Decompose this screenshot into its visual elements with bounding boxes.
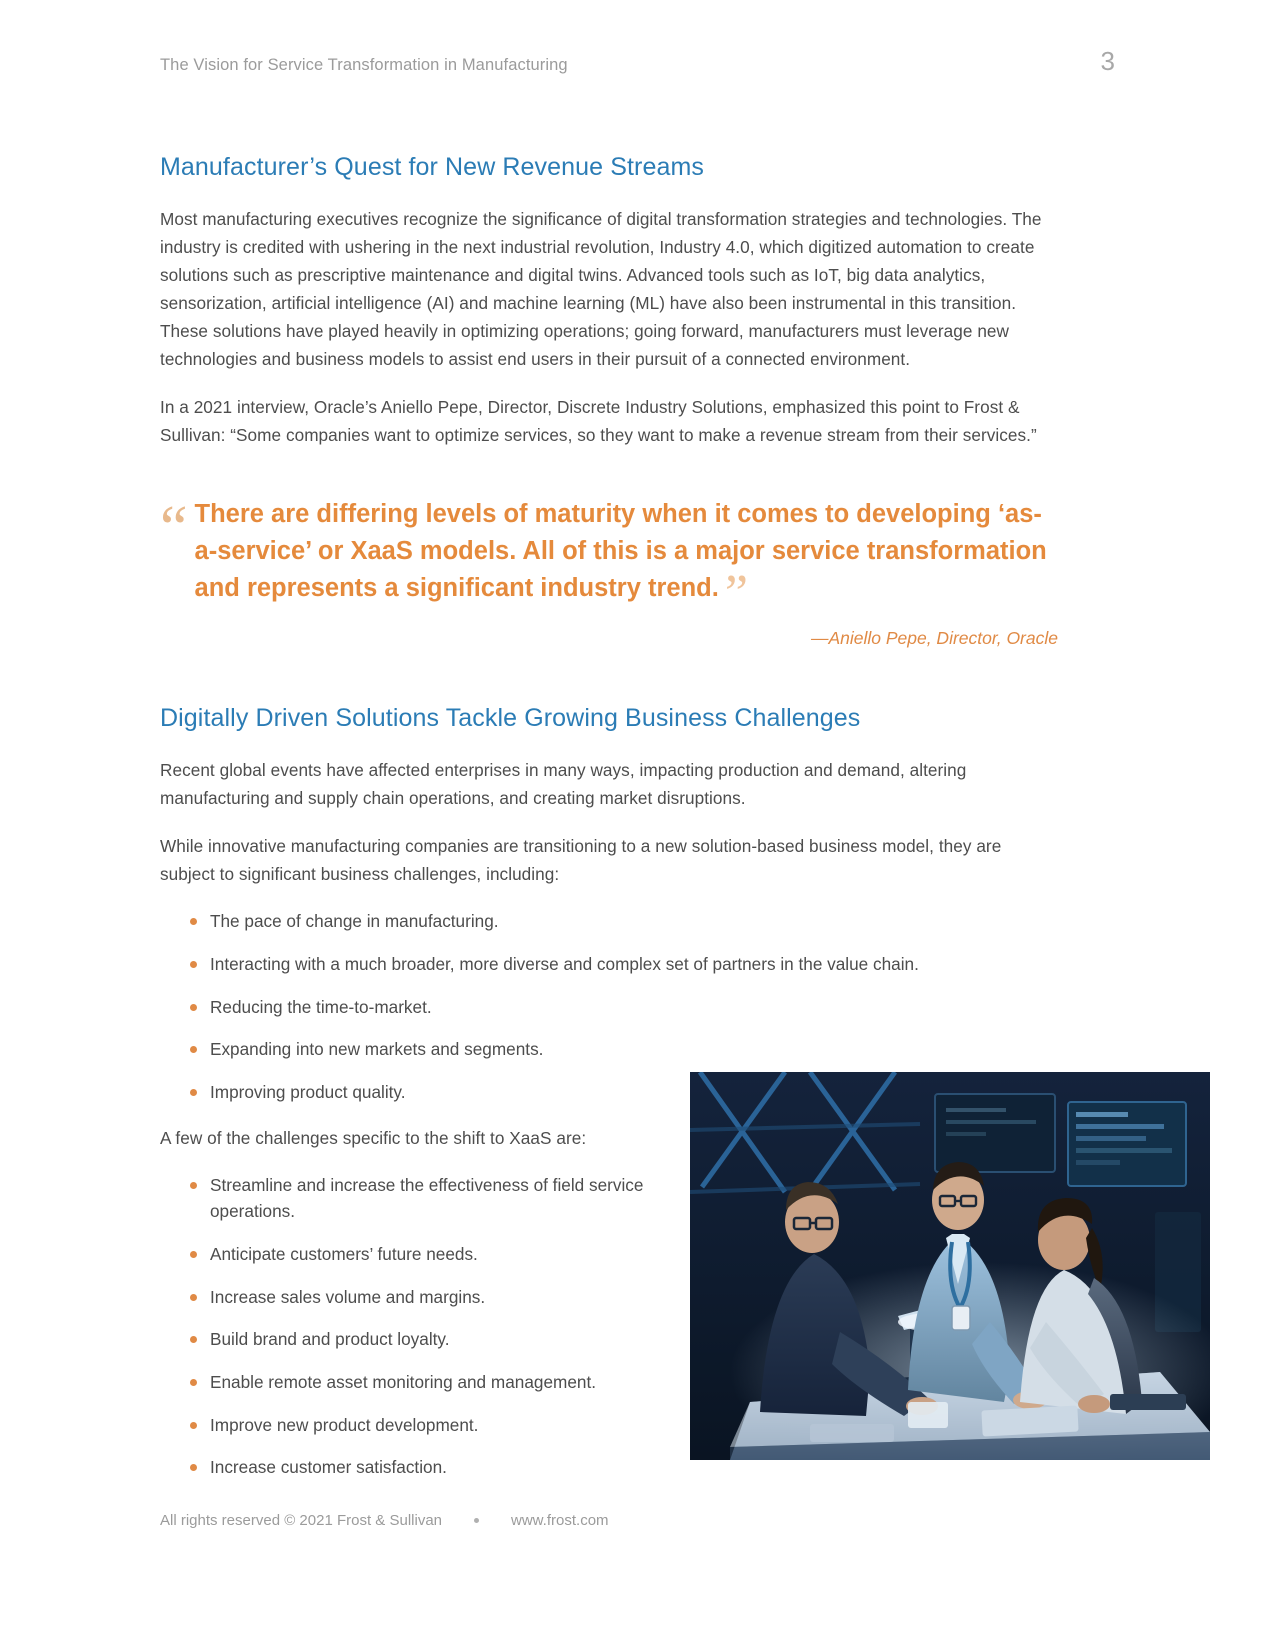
- list-item: Reducing the time-to-market.: [186, 994, 1060, 1021]
- running-header-title: The Vision for Service Transformation in Manufacturing: [160, 56, 568, 74]
- paragraph-digital-transformation: Most manufacturing executives recognize the significance of digital transformation strategies and technologies. The industry is credited with ushering in the next industrial revolution, Industry 4.0, which digitized automation to create solutions such as prescriptive maintenance and digital twins. Advanced tools such as IoT, big data analytics, sensorization, artificial intelligence (AI) and machine learning (ML) have also been instrumental in this transition. These solutions have played heavily in optimizing operations; going forward, manufacturers must leverage new technologies and business models to assist end users in their pursuit of a connected environment.: [160, 209, 1042, 370]
- list-item: Enable remote asset monitoring and management.: [186, 1369, 710, 1396]
- list-item: Increase customer satisfaction.: [186, 1454, 710, 1481]
- page-number: 3: [1100, 46, 1115, 76]
- pull-quote-attribution: —Aniello Pepe, Director, Oracle: [810, 627, 1058, 648]
- list-item: Improving product quality.: [186, 1079, 1060, 1106]
- footer-website-link[interactable]: www.frost.com: [511, 1512, 609, 1529]
- list-item: Streamline and increase the effectiveness of field service operations.: [186, 1172, 710, 1225]
- pull-quote-text: [194, 496, 1060, 623]
- quote-open-icon: “: [160, 493, 185, 562]
- page-header: [160, 48, 1115, 75]
- list-item: Improve new product development.: [186, 1412, 710, 1439]
- photo-illustration: [690, 1072, 1210, 1460]
- paragraph-solution-based-model: While innovative manufacturing companies are transitioning to a new solution-based business model, they are subject to significant business challenges, including:: [160, 836, 1002, 885]
- list-item: Anticipate customers’ future needs.: [186, 1241, 710, 1268]
- list-item: The pace of change in manufacturing.: [186, 908, 1060, 935]
- list-item: Increase sales volume and margins.: [186, 1284, 710, 1311]
- pull-quote-body: There are differing levels of maturity when it comes to developing ‘as-a-service’ or XaaS models. All of this is a major service transformation and represents a significant industry trend.: [194, 499, 1047, 603]
- photo-team-collaboration: [690, 1072, 1210, 1460]
- section-title-revenue-streams: Manufacturer’s Quest for New Revenue Streams: [160, 153, 704, 181]
- paragraph-global-events: Recent global events have affected enterprises in many ways, impacting production and demand, altering manufacturing and supply chain operations, and creating market disruptions.: [160, 760, 967, 809]
- footer-copyright: All rights reserved © 2021 Frost & Sullivan: [160, 1512, 443, 1529]
- paragraph-oracle-interview: In a 2021 interview, Oracle’s Aniello Pepe, Director, Discrete Industry Solutions, emphasized this point to Frost & Sullivan: “Some companies want to optimize services, so they want to make a revenue stream from their services.”: [160, 397, 1037, 446]
- list-item: Expanding into new markets and segments.: [186, 1036, 1060, 1063]
- list-item: Interacting with a much broader, more diverse and complex set of partners in the value chain.: [186, 951, 1060, 978]
- paragraph-xaas-challenges: A few of the challenges specific to the shift to XaaS are:: [160, 1127, 587, 1148]
- section-title-digitally-driven: Digitally Driven Solutions Tackle Growing Business Challenges: [160, 703, 861, 732]
- footer-separator-dot: [474, 1518, 479, 1523]
- list-item: Build brand and product loyalty.: [186, 1326, 710, 1353]
- pull-quote-block: [160, 493, 1060, 649]
- page-footer: [160, 1512, 609, 1529]
- quote-close-icon: ”: [724, 565, 746, 623]
